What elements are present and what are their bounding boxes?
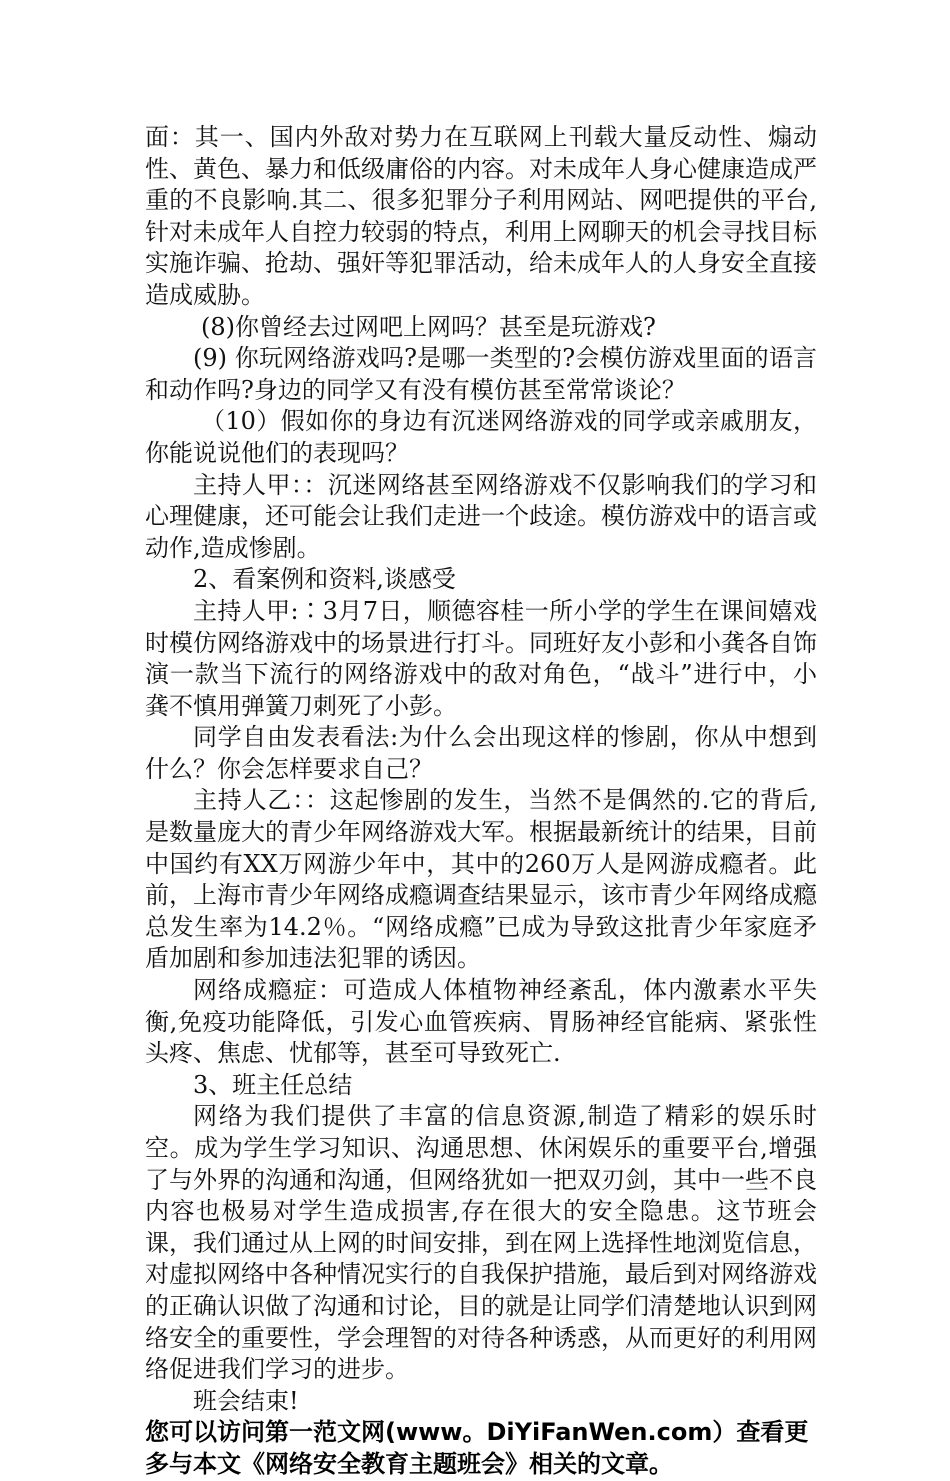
host-a-remark: 主持人甲：：沉迷网络甚至网络游戏不仅影响我们的学习和心理健康，还可能会让我们走进一个歧途。模仿游戏中的语言或动作,造成惨剧。 — [145, 470, 817, 562]
question-10: （10）假如你的身边有沉迷网络游戏的同学或亲戚朋友，你能说说他们的表现吗？ — [145, 407, 817, 467]
document-body — [145, 122, 817, 1481]
addiction-symptoms: 网络成瘾症：可造成人体植物神经紊乱，体内激素水平失衡,免疫功能降低，引发心血管疾病、胃肠神经官能病、紧张性头疼、焦虑、忧郁等，甚至可导致死亡. — [145, 976, 817, 1068]
paragraph-threats: 面：其一、国内外敌对势力在互联网上刊载大量反动性、煽动性、黄色、暴力和低级庸俗的内容。对未成年人身心健康造成严重的不良影响.其二、很多犯罪分子利用网站、网吧提供的平台,针对未成年人自控力较弱的特点，利用上网聊天的机会寻找目标实施诈骗、抢劫、强奸等犯罪活动，给未成年人的人身安全直接造成威胁。 — [145, 123, 817, 309]
meeting-end: 班会结束! — [193, 1386, 299, 1415]
host-a-case: 主持人甲:∶3月7日，顺德容桂一所小学的学生在课间嬉戏时模仿网络游戏中的场景进行打斗。同班好友小彭和小龚各自饰演一款当下流行的网络游戏中的敌对角色，“战斗”进行中，小龚不慎用弹簧刀刺死了小彭。 — [145, 596, 817, 720]
source-website-note: 您可以访问第一范文网(www。DiYiFanWen.com）查看更多与本文《网络安全教育主题班会》相关的文章。 — [145, 1418, 809, 1478]
teacher-summary: 网络为我们提供了丰富的信息资源,制造了精彩的娱乐时空。成为学生学习知识、沟通思想、休闲娱乐的重要平台,增强了与外界的沟通和沟通，但网络犹如一把双刃剑，其中一些不良内容也极易对学生造成损害,存在很大的安全隐患。这节班会课，我们通过从上网的时间安排，到在网上选择性地浏览信息，对虚拟网络中各种情况实行的自我保护措施，最后到对网络游戏的正确认识做了沟通和讨论，目的就是让同学们清楚地认识到网络安全的重要性，学会理智的对待各种诱惑，从而更好的利用网络促进我们学习的进步。 — [145, 1102, 817, 1384]
question-9: (9) 你玩网络游戏吗?是哪一类型的?会模仿游戏里面的语言和动作吗?身边的同学又有没有模仿甚至常常谈论？ — [145, 344, 817, 404]
question-8: (8)你曾经去过网吧上网吗？甚至是玩游戏? — [201, 312, 656, 341]
student-discussion: 同学自由发表看法:为什么会出现这样的惨剧，你从中想到什么？你会怎样要求自己？ — [145, 723, 817, 783]
section-heading-3: 3、班主任总结 — [193, 1070, 353, 1099]
host-b-remark: 主持人乙：：这起惨剧的发生，当然不是偶然的.它的背后,是数量庞大的青少年网络游戏大军。根据最新统计的结果，目前中国约有XX万网游少年中，其中的260万人是网游成瘾者。此前，上海市青少年网络成瘾调查结果显示，该市青少年网络成瘾总发生率为14.2％。“网络成瘾”已成为导致这批青少年家庭矛盾加剧和参加违法犯罪的诱因。 — [145, 786, 817, 973]
section-heading-2: 2、看案例和资料,谈感受 — [193, 565, 456, 594]
